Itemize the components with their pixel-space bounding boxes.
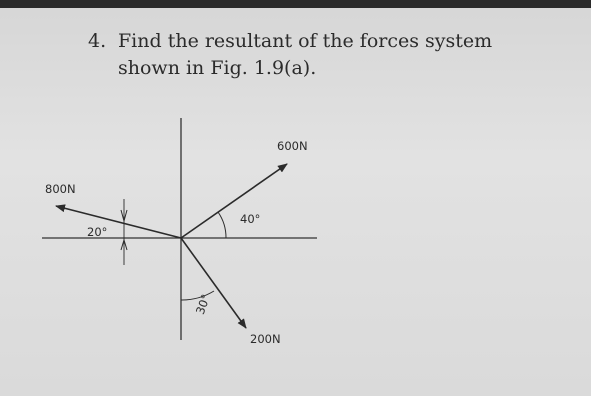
- force-label-800n: 800N: [45, 182, 76, 196]
- force-arrow-200n: [181, 238, 246, 328]
- problem-number: 4.: [88, 30, 107, 52]
- problem-text-line1: Find the resultant of the forces system: [118, 30, 493, 52]
- angle-label-40: 40°: [240, 212, 261, 226]
- force-label-200n: 200N: [250, 332, 281, 346]
- angle-label-20: 20°: [87, 225, 108, 239]
- force-arrow-800n: [56, 206, 181, 238]
- force-arrow-600n: [181, 164, 287, 238]
- angle-arc-40: [218, 212, 226, 238]
- angle-label-30: 30°: [192, 292, 214, 317]
- problem-text-line2: shown in Fig. 1.9(a).: [118, 57, 317, 79]
- force-label-600n: 600N: [277, 139, 308, 153]
